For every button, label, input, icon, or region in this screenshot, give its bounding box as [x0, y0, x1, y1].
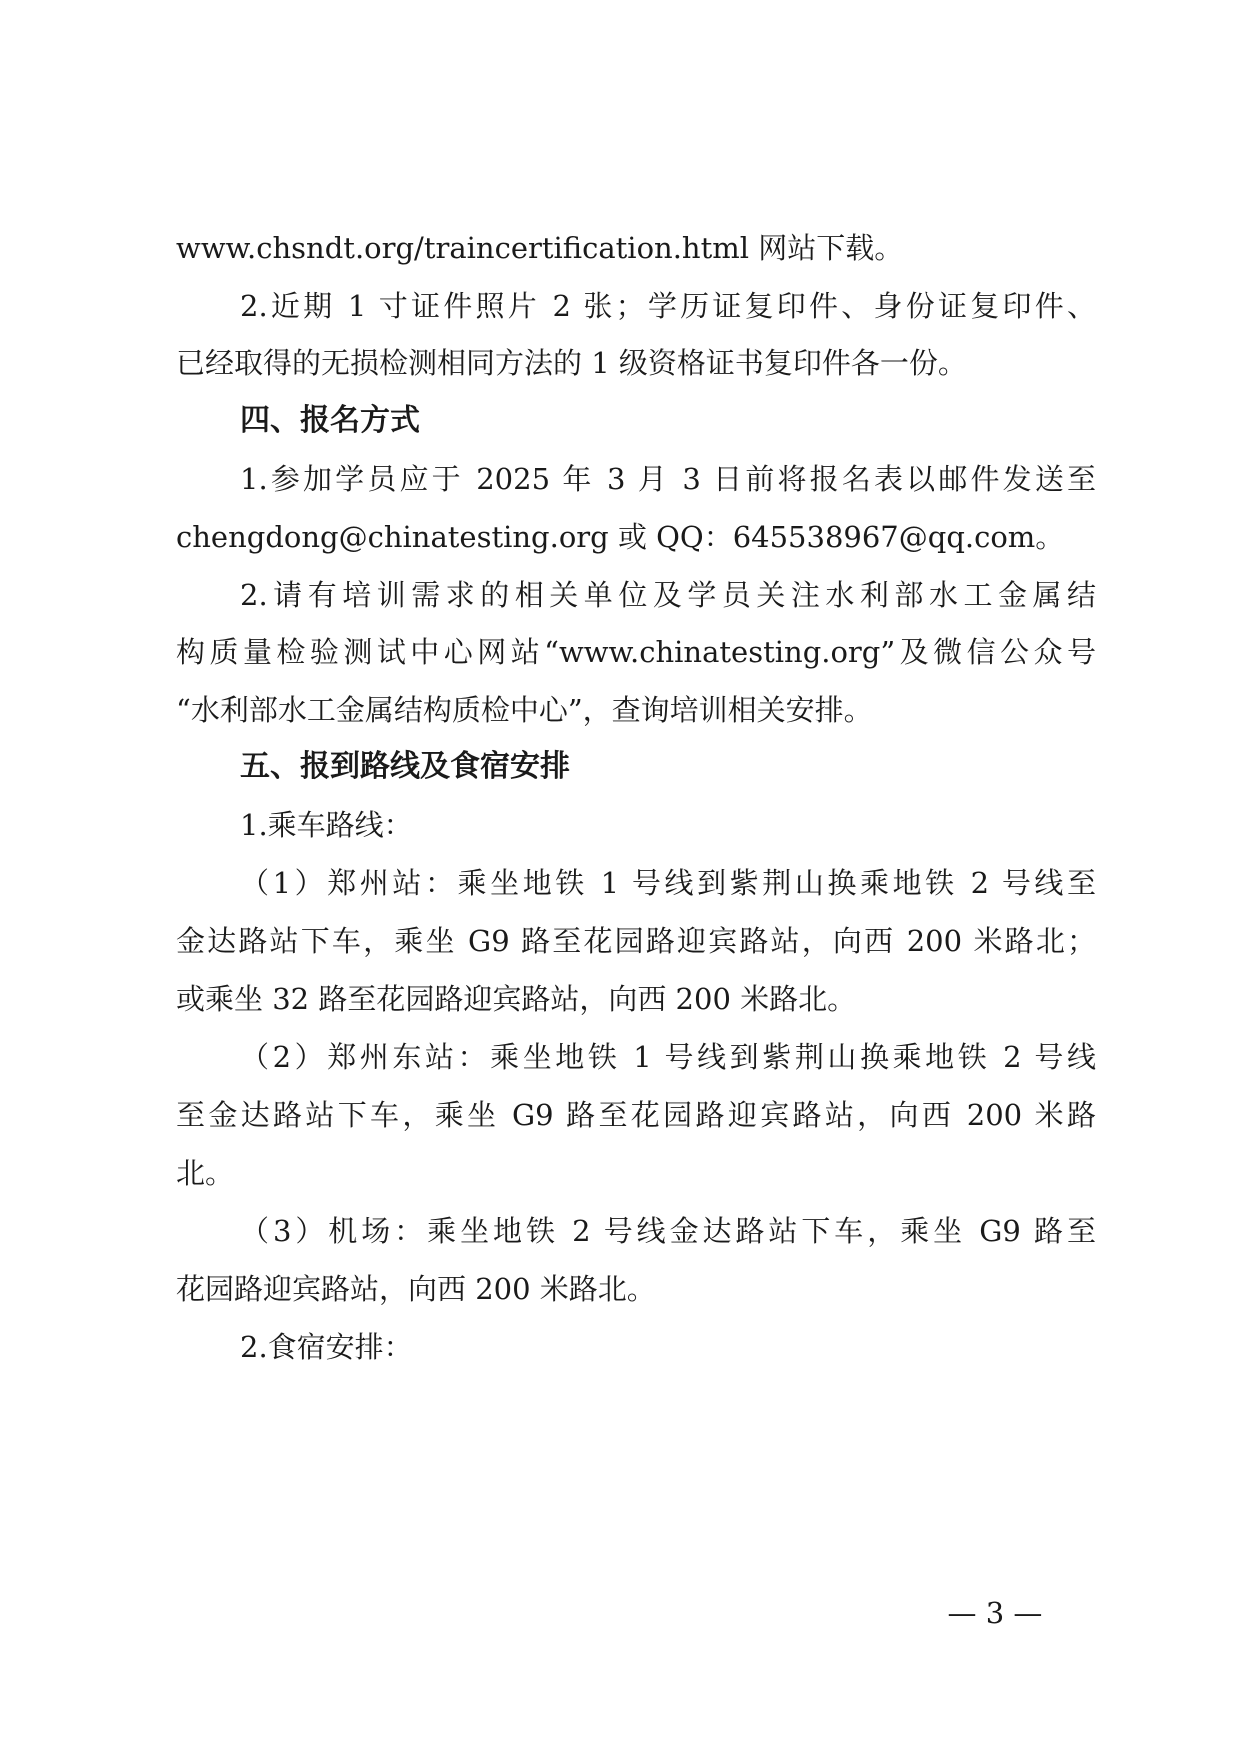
text-line-route-east-2: 至金达路站下车，乘坐 G9 路至花园路迎宾路站，向西 200 米路 — [176, 1098, 1096, 1132]
text-line-training-notice: 2.请有培训需求的相关单位及学员关注水利部水工金属结 — [240, 578, 1096, 612]
text-line-wechat-account: “水利部水工金属结构质检中心”，查询培训相关安排。 — [176, 693, 873, 727]
text-line-url-download: www.chsndt.org/traincertification.html 网站下载。 — [176, 231, 904, 265]
text-line-route-east-1: （2）郑州东站：乘坐地铁 1 号线到紫荆山换乘地铁 2 号线 — [240, 1040, 1096, 1074]
text-line-materials-certificate: 已经取得的无损检测相同方法的 1 级资格证书复印件各一份。 — [176, 346, 967, 380]
text-line-route-airport-2: 花园路迎宾路站，向西 200 米路北。 — [176, 1272, 656, 1306]
text-line-route-title: 1.乘车路线： — [240, 808, 413, 842]
text-line-registration-email: chengdong@chinatesting.org 或 QQ：645538967@qq.com。 — [176, 520, 1065, 554]
text-line-route-east-3: 北。 — [176, 1156, 235, 1190]
section-heading-registration: 四、报名方式 — [240, 403, 420, 438]
text-line-lodging-title: 2.食宿安排： — [240, 1330, 413, 1364]
text-line-route-zhengzhou-1: （1）郑州站：乘坐地铁 1 号线到紫荆山换乘地铁 2 号线至 — [240, 866, 1096, 900]
section-heading-route-lodging: 五、报到路线及食宿安排 — [240, 749, 570, 784]
text-line-route-zhengzhou-2: 金达路站下车，乘坐 G9 路至花园路迎宾路站，向西 200 米路北； — [176, 924, 1096, 958]
text-line-route-zhengzhou-3: 或乘坐 32 路至花园路迎宾路站，向西 200 米路北。 — [176, 982, 857, 1016]
page-number: — 3 — — [947, 1596, 1043, 1630]
text-line-route-airport-1: （3）机场：乘坐地铁 2 号线金达路站下车，乘坐 G9 路至 — [240, 1214, 1096, 1248]
text-line-training-website: 构质量检验测试中心网站“www.chinatesting.org”及微信公众号 — [176, 635, 1096, 669]
text-line-registration-deadline: 1.参加学员应于 2025 年 3 月 3 日前将报名表以邮件发送至 — [240, 462, 1096, 496]
text-line-materials-photo: 2.近期 1 寸证件照片 2 张；学历证复印件、身份证复印件、 — [240, 289, 1096, 323]
